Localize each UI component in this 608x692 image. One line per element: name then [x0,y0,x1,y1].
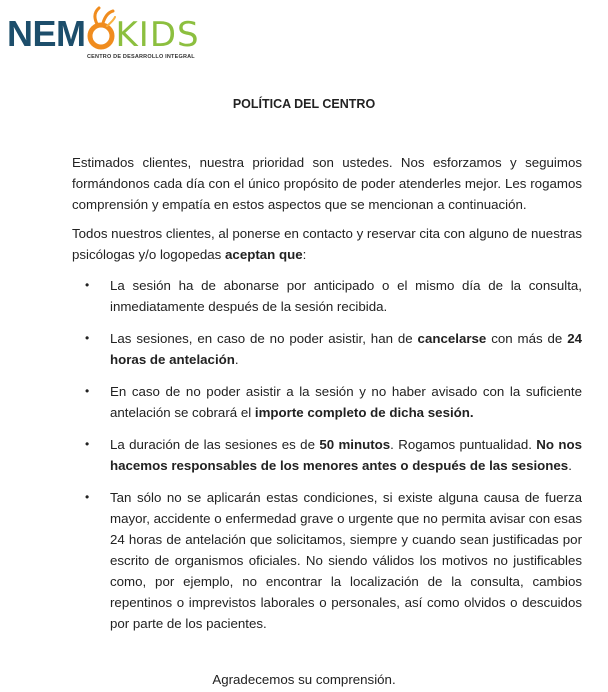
page-title: POLÍTICA DEL CENTRO [232,97,376,111]
bullet-icon: • [85,490,90,504]
closing-text: Agradecemos su comprensión. [212,672,396,687]
intro-paragraph: Estimados clientes, nuestra prioridad son ustedes. Nos esforzamos y seguimos formándonos cada día con el único propósito de poder atenderles mejor. Les rogamos comprensión y empatía en estos aspectos que se mencionan a continuación. [72,155,582,212]
logo-tagline: CENTRO DE DESARROLLO INTEGRAL [87,54,195,60]
list-item: • Las sesiones, en caso de no poder asistir, han de cancelarse con más de 24 horas de antelación. [72,328,582,370]
lead-bold: aceptan que [225,247,303,262]
list-item: • La duración de las sesiones es de 50 minutos. Rogamos puntualidad. No nos hacemos responsables de los menores antes o después de las sesiones. [72,434,582,476]
logo-text-nem: NEM [7,13,86,54]
bullet-icon: • [85,384,90,398]
list-item: • Tan sólo no se aplicarán estas condiciones, si existe alguna causa de fuerza mayor, accidente o enfermedad grave o urgente que no permita avisar con esas 24 horas de antelación que solicitamos, siempre y cuando sean justificadas por escrito de organismos oficiales. No siendo válidos los motivos no justificables como, por ejemplo, no encontrar la localización de la consulta, cambios repentinos o imprevistos laborales o personales, así como olvidos o descuidos por parte de los pacientes. [72,487,582,634]
nemokids-logo [7,6,207,66]
list-item: • La sesión ha de abonarse por anticipado o el mismo día de la consulta, inmediatamente después de la sesión recibida. [72,275,582,317]
bullet-icon: • [85,331,90,345]
policy-body [72,152,582,645]
list-item: • En caso de no poder asistir a la sesión y no haber avisado con la suficiente antelación se cobrará el importe completo de dicha sesión. [72,381,582,423]
logo-sun-o-icon [86,16,116,52]
bullet-icon: • [85,278,90,292]
rules-list [72,275,582,634]
bullet-icon: • [85,437,90,451]
logo-text-kids: KIDS [115,15,200,55]
lead-paragraph: Todos nuestros clientes, al ponerse en contacto y reservar cita con alguno de nuestras psicólogas y/o logopedas aceptan que: [72,226,583,262]
